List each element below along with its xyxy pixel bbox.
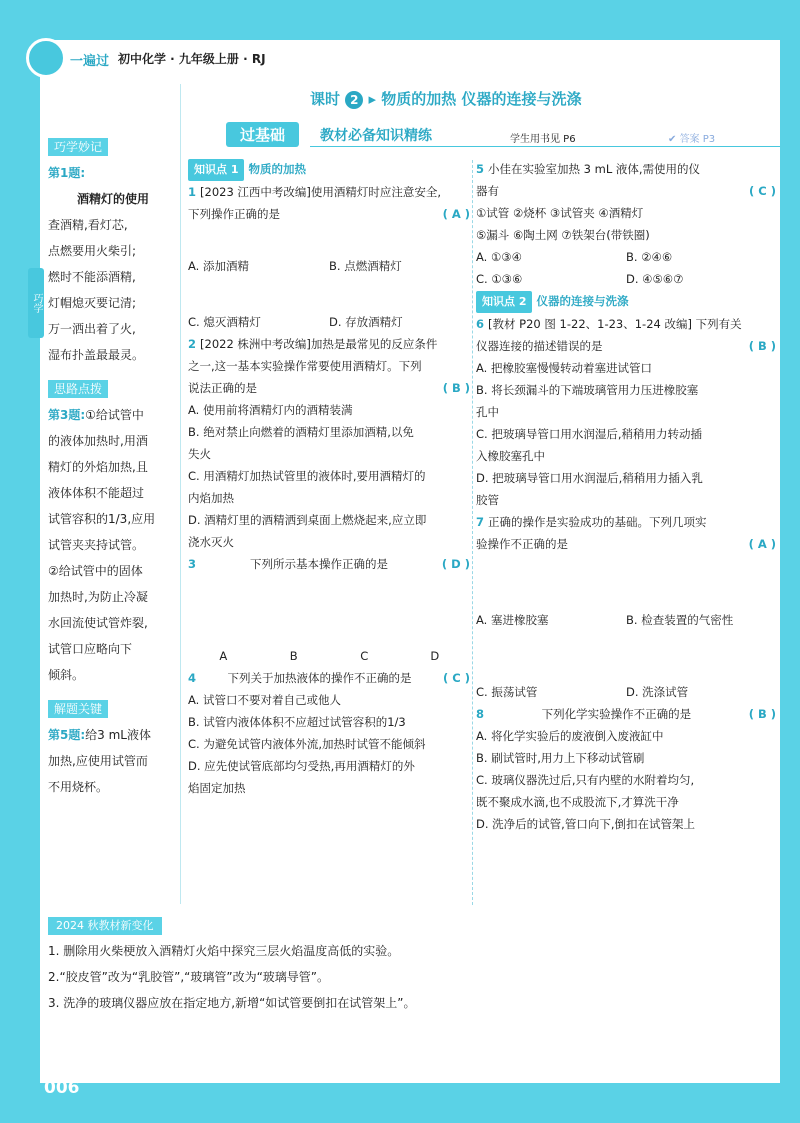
question-line: 8 下列化学实验操作不正确的是 ( B ) [476,703,776,725]
option: C. 熄灭酒精灯 [188,315,261,329]
question-number: 3 [188,557,197,571]
kp-tag: 知识点 1 [188,159,244,181]
option: 失火 [188,447,211,461]
option: 入橡胶塞孔中 [476,449,545,463]
kp-tag: 知识点 2 [476,291,532,313]
option: A. 使用前将酒精灯内的酒精装满 [188,403,353,417]
option: C [360,649,369,663]
question-number: 1 [188,185,201,199]
question-1 [188,181,470,225]
option: D [430,649,440,663]
q7-options-cd [476,681,776,703]
answer: ( B ) [442,381,470,395]
lesson-name: 物质的加热 仪器的连接与洗涤 [381,90,582,108]
answer: ( D ) [441,557,470,571]
question-line: 仪器连接的描述错误的是 ( B ) [476,335,776,357]
section-tag: 巧学妙记 [48,138,108,156]
option: B. ②④⑥ [626,250,673,264]
poem [48,212,178,368]
section-tag: 思路点拨 [48,380,108,398]
question-3 [188,553,470,575]
q-label: 第3题: [48,408,86,422]
option: ⑤漏斗 ⑥陶土网 ⑦铁架台(带铁圈) [476,228,650,242]
banner-line [310,146,780,147]
option: C. 振荡试管 [476,685,538,699]
answer-ref: 答案 P3 [679,134,716,145]
q5-tip [48,748,178,800]
q1-options-cd [188,311,470,333]
tip-line: 液体体积不能超过 [48,486,145,500]
question-number: 4 [188,671,197,685]
question-line: 1 [2023 江西中考改编]使用酒精灯时应注意安全, [188,185,442,199]
side-tab: 巧学 [28,268,44,338]
tip-line: 水回流使试管炸裂, [48,616,148,630]
section-banner [190,120,780,148]
question-4 [188,667,470,799]
banner-sub: 教材必备知识精练 [320,128,432,144]
option: B. 检查装置的气密性 [626,613,734,627]
answer: ( A ) [442,207,470,221]
option: C. 玻璃仪器洗过后,只有内壁的水附着均匀, [476,773,695,787]
poem-line: 湿布扑盖最最灵。 [48,348,145,362]
option: D. 洗涤试管 [626,685,689,699]
column-b [476,158,776,835]
tip-line: 试管口应略向下 [48,642,133,656]
tip-line: 试管容积的1/3,应用 [48,512,156,526]
banner-tag: 过基础 [226,122,299,147]
bottom-item: 1. 删除用火柴梗放入酒精灯火焰中探究三层火焰温度高低的实验。 [48,944,400,958]
bottom-item: 3. 洗净的玻璃仪器应放在指定地方,新增“如试管要倒扣在试管架上”。 [48,996,416,1010]
section-tag: 解题关键 [48,700,108,718]
option: A. 塞进橡胶塞 [476,613,549,627]
option: 焰固定加热 [188,781,246,795]
question-number: 2 [188,337,201,351]
answer: ( A ) [748,537,776,551]
option: C. 为避免试管内液体外流,加热时试管不能倾斜 [188,737,426,751]
question-line: 说法正确的是 ( B ) [188,377,470,399]
q-label: 第1题: [48,166,86,180]
answer: ( C ) [443,671,470,685]
option: D. 酒精灯里的酒精洒到桌面上燃烧起来,应立即 [188,513,427,527]
poem-line: 燃时不能添酒精, [48,270,136,284]
question-line: 之一,这一基本实验操作常要使用酒精灯。下列 [188,359,422,373]
question-6 [476,313,776,511]
option: C. ①③⑥ [476,272,523,286]
left-sidebar [48,134,178,800]
kp-title: 物质的加热 [248,162,306,176]
question-5 [476,158,776,246]
answer: ( B ) [748,339,776,353]
option: B. 试管内液体体积不应超过试管容积的1/3 [188,715,406,729]
option: B. 刷试管时,用力上下移动试管刷 [476,751,645,765]
bottom-tag: 2024 秋教材新变化 [48,917,162,935]
option: C. 用酒精灯加热试管里的液体时,要用酒精灯的 [188,469,426,483]
tip-line: 精灯的外焰加热,且 [48,460,148,474]
option: A [219,649,228,663]
question-line: 验操作不正确的是 ( A ) [476,533,776,555]
option: 浇水灭火 [188,535,234,549]
question-line: 4 下列关于加热液体的操作不正确的是 ( C ) [188,667,470,689]
tip-line: ②给试管中的固体 [48,564,143,578]
q1-options-ab [188,255,470,277]
option: B. 绝对禁止向燃着的酒精灯里添加酒精,以免 [188,425,414,439]
poem-line: 点燃要用火柴引; [48,244,137,258]
option: D. 存放酒精灯 [329,315,403,329]
option: 既不聚成水滴,也不成股流下,才算洗干净 [476,795,679,809]
page-number: 006 [44,1078,80,1098]
book-title: 初中化学 · 九年级上册 · RJ [118,52,266,66]
tip-line: 加热,应使用试管而 [48,754,148,768]
option: A. 将化学实验后的废液倒入废液缸中 [476,729,664,743]
question-line: 下列操作正确的是 ( A ) [188,203,470,225]
kp-title: 仪器的连接与洗涤 [536,294,629,308]
q-label: 第5题: [48,728,86,742]
lesson-number: 2 [345,91,363,109]
option: 胶管 [476,493,499,507]
q3-text: ①给试管中 [85,408,144,422]
option: ①试管 ②烧杯 ③试管夹 ④酒精灯 [476,206,644,220]
tip-line: 试管夹夹持试管。 [48,538,145,552]
question-line: 3 下列所示基本操作正确的是 ( D ) [188,553,470,575]
lesson-prefix: 课时 [310,90,341,108]
q5-choices [476,246,776,268]
logo [26,38,66,78]
option: D. 应先使试管底部均匀受热,再用酒精灯的外 [188,759,415,773]
poem-line: 查酒精,看灯芯, [48,218,128,232]
bottom-item: 2.“胶皮管”改为“乳胶管”,“玻璃管”改为“玻璃导管”。 [48,970,329,984]
answer: ( C ) [749,184,776,198]
question-number: 6 [476,317,489,331]
divider [180,84,181,904]
tip-line: 倾斜。 [48,668,85,682]
question-line: 2 [2022 株洲中考改编]加热是最常见的反应条件 [188,337,438,351]
question-line: 7 正确的操作是实验成功的基础。下列几项实 [476,515,707,529]
option: A. 添加酒精 [188,259,249,273]
banner-answer: ✔ 答案 P3 [668,134,716,145]
q5-choices [476,268,776,290]
column-divider [472,160,473,905]
option: A. 试管口不要对着自己或他人 [188,693,341,707]
poem-title: 酒精灯的使用 [76,192,149,206]
question-7 [476,511,776,555]
question-number: 7 [476,515,489,529]
q5-text: 给3 mL液体 [85,728,151,742]
question-8 [476,703,776,835]
option: B. 点燃酒精灯 [329,259,402,273]
q7-options-ab [476,609,776,631]
bottom-items [48,938,768,1016]
question-line: 5 小佳在实验室加热 3 mL 液体,需使用的仪 [476,162,701,176]
header [40,44,780,74]
lesson-title: 课时 2 ▸ 物质的加热 仪器的连接与洗涤 [310,90,582,108]
option: 内焰加热 [188,491,234,505]
option: B [289,649,298,663]
column-a [188,158,470,799]
option: C. 把玻璃导管口用水润湿后,稍稍用力转动插 [476,427,702,441]
poem-line: 灯帽熄灭要记清; [48,296,137,310]
tip-line: 不用烧杯。 [48,780,109,794]
option: D. ④⑤⑥⑦ [626,272,684,286]
option: 孔中 [476,405,499,419]
question-number: 8 [476,707,485,721]
poem-line: 万一洒出着了火, [48,322,136,336]
brand: 一遍过 [70,54,110,69]
tip-line: 的液体加热时,用酒 [48,434,148,448]
answer: ( B ) [748,707,776,721]
question-number: 5 [476,162,489,176]
question-2 [188,333,470,553]
tip-line: 加热时,为防止冷凝 [48,590,148,604]
question-line: 6 [教材 P20 图 1-22、1-23、1-24 改编] 下列有关 [476,317,742,331]
option: A. 把橡胶塞慢慢转动着塞进试管口 [476,361,652,375]
q3-tip [48,428,178,688]
option: A. ①③④ [476,250,522,264]
q3-options [188,645,470,667]
banner-ref: 学生用书见 P6 [510,134,576,145]
bottom-notes [48,912,768,1016]
option: B. 将长颈漏斗的下端玻璃管用力压进橡胶塞 [476,383,699,397]
option: D. 把玻璃导管口用水润湿后,稍稍用力插入乳 [476,471,703,485]
option: D. 洗净后的试管,管口向下,倒扣在试管架上 [476,817,695,831]
question-line: 器有 ( C ) [476,180,776,202]
